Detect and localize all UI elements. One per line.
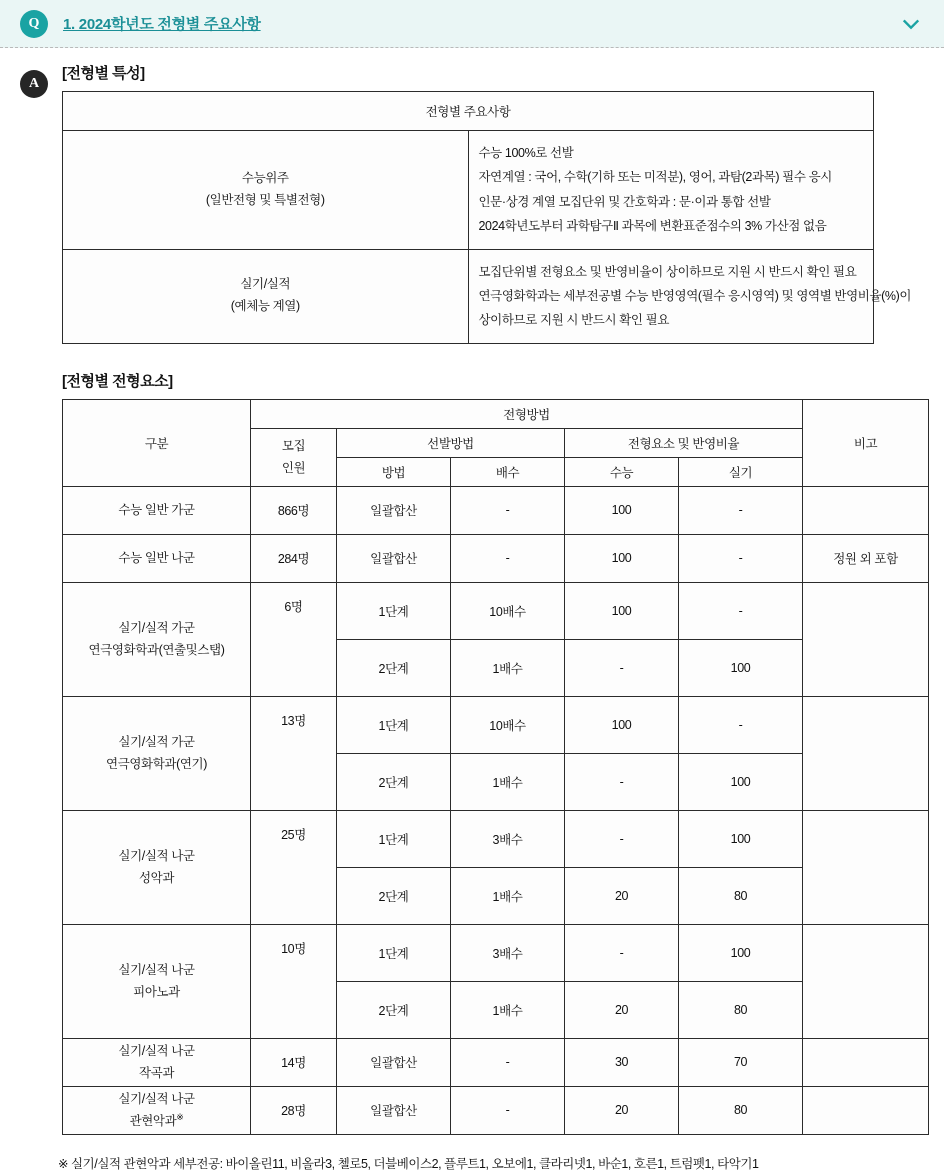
cell-suneung: - bbox=[565, 639, 679, 696]
cell-gubun bbox=[63, 534, 251, 582]
table-header-row-1 bbox=[63, 399, 929, 428]
table-row bbox=[63, 131, 874, 250]
cell-suneung: - bbox=[565, 753, 679, 810]
cell-gubun bbox=[63, 810, 251, 924]
header-quota-line-1: 모집 bbox=[281, 438, 306, 453]
row-body-suneung-focused bbox=[468, 131, 874, 250]
cell-multiple: 1배수 bbox=[451, 753, 565, 810]
cell-suneung: 100 bbox=[565, 534, 679, 582]
characteristics-caption: 전형별 주요사항 bbox=[63, 92, 874, 131]
cell-multiple: - bbox=[451, 1038, 565, 1086]
cell-multiple: 10배수 bbox=[451, 696, 565, 753]
table-row bbox=[63, 924, 929, 981]
gubun-line-2: 연극영화학과(연기) bbox=[106, 757, 207, 772]
table-caption-row bbox=[63, 92, 874, 131]
cell-method: 1단계 bbox=[337, 582, 451, 639]
section-title-elements: [전형별 전형요소] bbox=[62, 372, 173, 390]
label-line-2: (예체능 계열) bbox=[230, 299, 300, 314]
cell-gubun bbox=[63, 486, 251, 534]
cell-gubun bbox=[63, 1086, 251, 1134]
table-row bbox=[63, 696, 929, 753]
cell-quota: 28명 bbox=[251, 1086, 337, 1134]
gubun-line-1: 수능 일반 나군 bbox=[118, 550, 195, 565]
cell-method: 2단계 bbox=[337, 753, 451, 810]
cell-suneung: - bbox=[565, 924, 679, 981]
cell-multiple: 3배수 bbox=[451, 810, 565, 867]
cell-silgi: 80 bbox=[679, 981, 803, 1038]
cell-method: 2단계 bbox=[337, 981, 451, 1038]
label-line-2: (일반전형 및 특별전형) bbox=[205, 192, 325, 207]
header-method-group: 전형방법 bbox=[251, 399, 803, 428]
cell-quota: 866명 bbox=[251, 486, 337, 534]
cell-silgi: - bbox=[679, 582, 803, 639]
gubun-line-2: 관현악과※ bbox=[129, 1111, 184, 1129]
cell-multiple: 10배수 bbox=[451, 582, 565, 639]
cell-gubun bbox=[63, 1038, 251, 1086]
cell-quota: 14명 bbox=[251, 1038, 337, 1086]
body-line: 연극영화학과는 세부전공별 수능 반영영역(필수 응시영역) 및 영역별 반영비율(%)이 bbox=[478, 288, 912, 303]
cell-method: 일괄합산 bbox=[337, 486, 451, 534]
gubun-line-1: 실기/실적 나군 bbox=[118, 1043, 195, 1058]
gubun-line-1: 실기/실적 나군 bbox=[118, 848, 195, 863]
gubun-line-1: 수능 일반 가군 bbox=[118, 502, 195, 517]
cell-multiple: 1배수 bbox=[451, 981, 565, 1038]
accordion-body bbox=[0, 48, 944, 1176]
cell-note bbox=[803, 696, 929, 810]
answer-badge: A bbox=[20, 70, 48, 98]
cell-note bbox=[803, 582, 929, 696]
header-note: 비고 bbox=[803, 399, 929, 486]
row-label-suneung-focused bbox=[63, 131, 469, 250]
cell-method: 일괄합산 bbox=[337, 1038, 451, 1086]
cell-silgi: - bbox=[679, 486, 803, 534]
cell-suneung: 20 bbox=[565, 981, 679, 1038]
cell-multiple: 3배수 bbox=[451, 924, 565, 981]
elements-table bbox=[62, 399, 929, 1135]
cell-suneung: 100 bbox=[565, 696, 679, 753]
gubun-line-1: 실기/실적 가군 bbox=[118, 620, 195, 635]
accordion-header[interactable] bbox=[0, 0, 944, 48]
cell-method: 1단계 bbox=[337, 924, 451, 981]
table-row bbox=[63, 249, 874, 343]
footnote-marker: ※ bbox=[176, 1111, 184, 1122]
cell-silgi: - bbox=[679, 534, 803, 582]
gubun-line-2: 작곡과 bbox=[138, 1066, 175, 1081]
cell-note bbox=[803, 1086, 929, 1134]
cell-suneung: 100 bbox=[565, 582, 679, 639]
cell-multiple: - bbox=[451, 486, 565, 534]
accordion-title[interactable]: 1. 2024학년도 전형별 주요사항 bbox=[63, 16, 261, 33]
body-line: 모집단위별 전형요소 및 반영비율이 상이하므로 지원 시 반드시 확인 필요 bbox=[478, 264, 857, 279]
cell-method: 1단계 bbox=[337, 696, 451, 753]
table-row bbox=[63, 582, 929, 639]
header-silgi: 실기 bbox=[679, 457, 803, 486]
header-multiple: 배수 bbox=[451, 457, 565, 486]
cell-suneung: 100 bbox=[565, 486, 679, 534]
cell-gubun bbox=[63, 696, 251, 810]
cell-suneung: 30 bbox=[565, 1038, 679, 1086]
cell-quota: 10명 bbox=[251, 924, 337, 1038]
cell-silgi: - bbox=[679, 696, 803, 753]
chevron-down-icon[interactable] bbox=[900, 13, 922, 35]
header-suneung: 수능 bbox=[565, 457, 679, 486]
table-row bbox=[63, 1086, 929, 1134]
cell-multiple: - bbox=[451, 1086, 565, 1134]
gubun-line-2: 성악과 bbox=[138, 871, 175, 886]
body-line: 2024학년도부터 과학탐구Ⅱ 과목에 변환표준점수의 3% 가산점 없음 bbox=[478, 219, 827, 234]
cell-note bbox=[803, 810, 929, 924]
cell-note bbox=[803, 486, 929, 534]
table-row bbox=[63, 534, 929, 582]
cell-silgi: 100 bbox=[679, 639, 803, 696]
body-line: 인문·상경 계열 모집단위 및 간호학과 : 문·이과 통합 선발 bbox=[478, 194, 771, 209]
body-line: 상이하므로 지원 시 반드시 확인 필요 bbox=[478, 313, 669, 328]
header-selection-group: 선발방법 bbox=[337, 428, 565, 457]
table-row bbox=[63, 810, 929, 867]
cell-silgi: 100 bbox=[679, 753, 803, 810]
gubun-line-2: 연극영화학과(연출및스탭) bbox=[88, 643, 225, 658]
cell-multiple: 1배수 bbox=[451, 867, 565, 924]
cell-gubun bbox=[63, 924, 251, 1038]
gubun-line-2: 피아노과 bbox=[133, 985, 180, 1000]
cell-silgi: 80 bbox=[679, 1086, 803, 1134]
cell-silgi: 80 bbox=[679, 867, 803, 924]
characteristics-table bbox=[62, 91, 912, 344]
header-quota-line-2: 인원 bbox=[281, 461, 306, 476]
cell-quota: 13명 bbox=[251, 696, 337, 810]
cell-note bbox=[803, 1038, 929, 1086]
label-line-1: 수능위주 bbox=[241, 170, 289, 185]
cell-method: 1단계 bbox=[337, 810, 451, 867]
cell-method: 일괄합산 bbox=[337, 534, 451, 582]
gubun-line-1: 실기/실적 가군 bbox=[118, 734, 195, 749]
cell-suneung: - bbox=[565, 810, 679, 867]
cell-method: 2단계 bbox=[337, 639, 451, 696]
table-row bbox=[63, 1038, 929, 1086]
cell-silgi: 100 bbox=[679, 924, 803, 981]
section-title-characteristics: [전형별 특성] bbox=[62, 65, 145, 82]
body-line: 자연계열 : 국어, 수학(기하 또는 미적분), 영어, 과탐(2과목) 필수 응시 bbox=[478, 170, 832, 185]
cell-note bbox=[803, 924, 929, 1038]
cell-silgi: 100 bbox=[679, 810, 803, 867]
gubun-line-1: 실기/실적 나군 bbox=[118, 962, 195, 977]
cell-note: 정원 외 포함 bbox=[803, 534, 929, 582]
elements-table-body bbox=[63, 486, 929, 1134]
header-factor-group: 전형요소 및 반영비율 bbox=[565, 428, 803, 457]
cell-quota: 284명 bbox=[251, 534, 337, 582]
cell-gubun bbox=[63, 582, 251, 696]
header-quota bbox=[251, 428, 337, 486]
cell-suneung: 20 bbox=[565, 867, 679, 924]
table-row bbox=[63, 486, 929, 534]
gubun-line-1: 실기/실적 나군 bbox=[118, 1091, 195, 1106]
cell-quota: 25명 bbox=[251, 810, 337, 924]
question-badge: Q bbox=[20, 10, 48, 38]
cell-multiple: - bbox=[451, 534, 565, 582]
footnote-text: ※ 실기/실적 관현악과 세부전공: 바이올린11, 비올라3, 첼로5, 더블베이스2, 플루트1, 오보에1, 클라리넷1, 바순1, 호른1, 트럼펫1, 타악기1 bbox=[58, 1156, 759, 1171]
cell-silgi: 70 bbox=[679, 1038, 803, 1086]
body-line: 수능 100%로 선발 bbox=[478, 146, 574, 160]
header-gubun: 구분 bbox=[63, 399, 251, 486]
row-label-practical bbox=[63, 249, 469, 343]
header-method: 방법 bbox=[337, 457, 451, 486]
label-line-1: 실기/실적 bbox=[240, 277, 291, 292]
cell-multiple: 1배수 bbox=[451, 639, 565, 696]
cell-quota: 6명 bbox=[251, 582, 337, 696]
row-body-practical bbox=[468, 249, 912, 343]
cell-method: 2단계 bbox=[337, 867, 451, 924]
answer-content bbox=[62, 62, 924, 1135]
cell-suneung: 20 bbox=[565, 1086, 679, 1134]
cell-method: 일괄합산 bbox=[337, 1086, 451, 1134]
